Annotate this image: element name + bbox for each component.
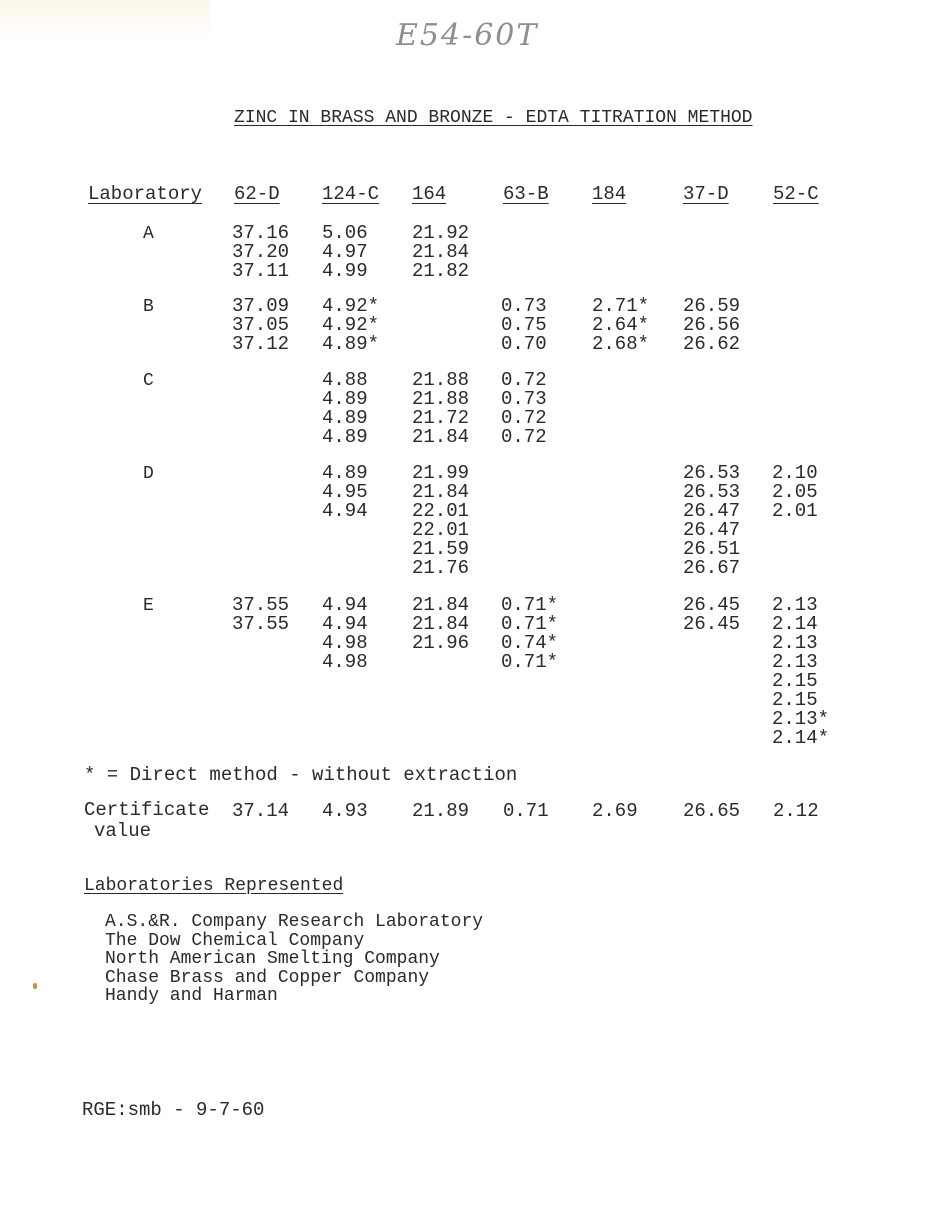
certificate-value-37-d: 26.65 <box>683 800 741 822</box>
table-cell: 21.82 <box>412 260 470 282</box>
table-cell: 4.97 <box>322 241 368 263</box>
table-cell: 21.96 <box>412 632 470 654</box>
table-cell: 21.59 <box>412 538 470 560</box>
table-cell: 37.55 <box>232 594 290 616</box>
table-cell: 4.94 <box>322 500 368 522</box>
table-cell: 26.47 <box>683 519 741 541</box>
certificate-value-62-d: 37.14 <box>232 800 290 822</box>
table-cell: 21.84 <box>412 426 470 448</box>
table-cell: 26.45 <box>683 613 741 635</box>
table-cell: 5.06 <box>322 222 368 244</box>
table-cell: 21.84 <box>412 481 470 503</box>
header-52-c: 52-C <box>773 183 819 205</box>
table-cell: 0.74* <box>501 632 559 654</box>
handwritten-note: E54-60T <box>396 18 539 53</box>
header-62-d: 62-D <box>234 183 280 205</box>
header-184: 184 <box>592 183 627 205</box>
table-cell: 2.13 <box>772 594 818 616</box>
laboratories-heading: Laboratories Represented <box>84 876 344 896</box>
table-cell: 0.71* <box>501 594 559 616</box>
table-cell: 21.92 <box>412 222 470 244</box>
table-cell: 21.84 <box>412 241 470 263</box>
row-label-b: B <box>143 297 154 317</box>
table-cell: 4.94 <box>322 594 368 616</box>
table-cell: 26.56 <box>683 314 741 336</box>
table-cell: 2.71* <box>592 295 650 317</box>
table-cell: 4.98 <box>322 632 368 654</box>
row-label-a: A <box>143 224 154 244</box>
table-cell: 21.76 <box>412 557 470 579</box>
table-cell: 21.84 <box>412 613 470 635</box>
table-cell: 21.72 <box>412 407 470 429</box>
table-cell: 4.92* <box>322 295 380 317</box>
table-cell: 2.13 <box>772 632 818 654</box>
table-cell: 26.47 <box>683 500 741 522</box>
certificate-value-124-c: 4.93 <box>322 800 368 822</box>
table-cell: 2.14 <box>772 613 818 635</box>
table-cell: 0.70 <box>501 333 547 355</box>
certificate-label-line2: value <box>94 820 152 842</box>
table-cell: 26.53 <box>683 481 741 503</box>
signoff: RGE:smb - 9-7-60 <box>82 1099 265 1121</box>
table-cell: 2.05 <box>772 481 818 503</box>
table-cell: 2.15 <box>772 670 818 692</box>
certificate-label <box>84 800 209 842</box>
certificate-value-52-c: 2.12 <box>773 800 819 822</box>
table-cell: 37.16 <box>232 222 290 244</box>
table-cell: 4.88 <box>322 369 368 391</box>
table-cell: 4.95 <box>322 481 368 503</box>
table-cell: 4.98 <box>322 651 368 673</box>
table-cell: 0.73 <box>501 295 547 317</box>
table-cell: 4.89* <box>322 333 380 355</box>
table-cell: 26.59 <box>683 295 741 317</box>
row-label-c: C <box>143 371 154 391</box>
table-cell: 26.67 <box>683 557 741 579</box>
certificate-label-line1: Certificate <box>84 799 210 821</box>
table-cell: 26.53 <box>683 462 741 484</box>
table-cell: 2.15 <box>772 689 818 711</box>
table-cell: 26.45 <box>683 594 741 616</box>
table-cell: 22.01 <box>412 519 470 541</box>
laboratory-item: Handy and Harman <box>105 986 278 1006</box>
table-cell: 0.71* <box>501 613 559 635</box>
scan-corner-stain <box>0 0 210 40</box>
table-cell: 2.64* <box>592 314 650 336</box>
table-cell: 22.01 <box>412 500 470 522</box>
header-63-b: 63-B <box>503 183 549 205</box>
table-cell: 2.10 <box>772 462 818 484</box>
table-cell: 4.99 <box>322 260 368 282</box>
table-cell: 4.89 <box>322 426 368 448</box>
table-cell: 0.75 <box>501 314 547 336</box>
laboratory-item: The Dow Chemical Company <box>105 930 365 951</box>
table-cell: 21.88 <box>412 388 470 410</box>
header-laboratory: Laboratory <box>88 183 203 205</box>
table-cell: 21.88 <box>412 369 470 391</box>
table-cell: 0.72 <box>501 369 547 391</box>
header-164: 164 <box>412 183 447 205</box>
table-cell: 21.99 <box>412 462 470 484</box>
certificate-value-184: 2.69 <box>592 800 638 822</box>
table-cell: 37.12 <box>232 333 290 355</box>
table-cell: 37.55 <box>232 613 290 635</box>
laboratory-item: A.S.&R. Company Research Laboratory <box>105 912 484 932</box>
table-cell: 2.01 <box>772 500 818 522</box>
laboratory-item: North American Smelting Company <box>105 949 440 969</box>
table-cell: 37.09 <box>232 295 290 317</box>
table-cell: 37.05 <box>232 314 290 336</box>
table-cell: 37.11 <box>232 260 290 282</box>
table-cell: 2.13* <box>772 708 830 730</box>
table-cell: 26.62 <box>683 333 741 355</box>
table-cell: 26.51 <box>683 538 741 560</box>
table-cell: 0.73 <box>501 388 547 410</box>
laboratories-list <box>105 913 483 1006</box>
table-cell: 0.72 <box>501 407 547 429</box>
laboratory-item: Chase Brass and Copper Company <box>105 967 430 988</box>
table-cell: 0.71* <box>501 651 559 673</box>
row-label-e: E <box>143 596 154 616</box>
table-cell: 4.89 <box>322 462 368 484</box>
table-cell: 2.14* <box>772 727 830 749</box>
header-37-d: 37-D <box>683 183 729 205</box>
scan-speck <box>33 983 37 989</box>
table-cell: 37.20 <box>232 241 290 263</box>
table-cell: 4.89 <box>322 388 368 410</box>
row-label-d: D <box>143 464 154 484</box>
certificate-value-164: 21.89 <box>412 800 470 822</box>
footnote: * = Direct method - without extraction <box>84 764 518 786</box>
table-cell: 21.84 <box>412 594 470 616</box>
table-cell: 4.92* <box>322 314 380 336</box>
table-cell: 0.72 <box>501 426 547 448</box>
table-cell: 2.13 <box>772 651 818 673</box>
table-cell: 4.94 <box>322 613 368 635</box>
document-title: ZINC IN BRASS AND BRONZE - EDTA TITRATION METHOD <box>234 108 753 128</box>
table-cell: 2.68* <box>592 333 650 355</box>
header-124-c: 124-C <box>322 183 380 205</box>
certificate-value-63-b: 0.71 <box>503 800 549 822</box>
table-cell: 4.89 <box>322 407 368 429</box>
